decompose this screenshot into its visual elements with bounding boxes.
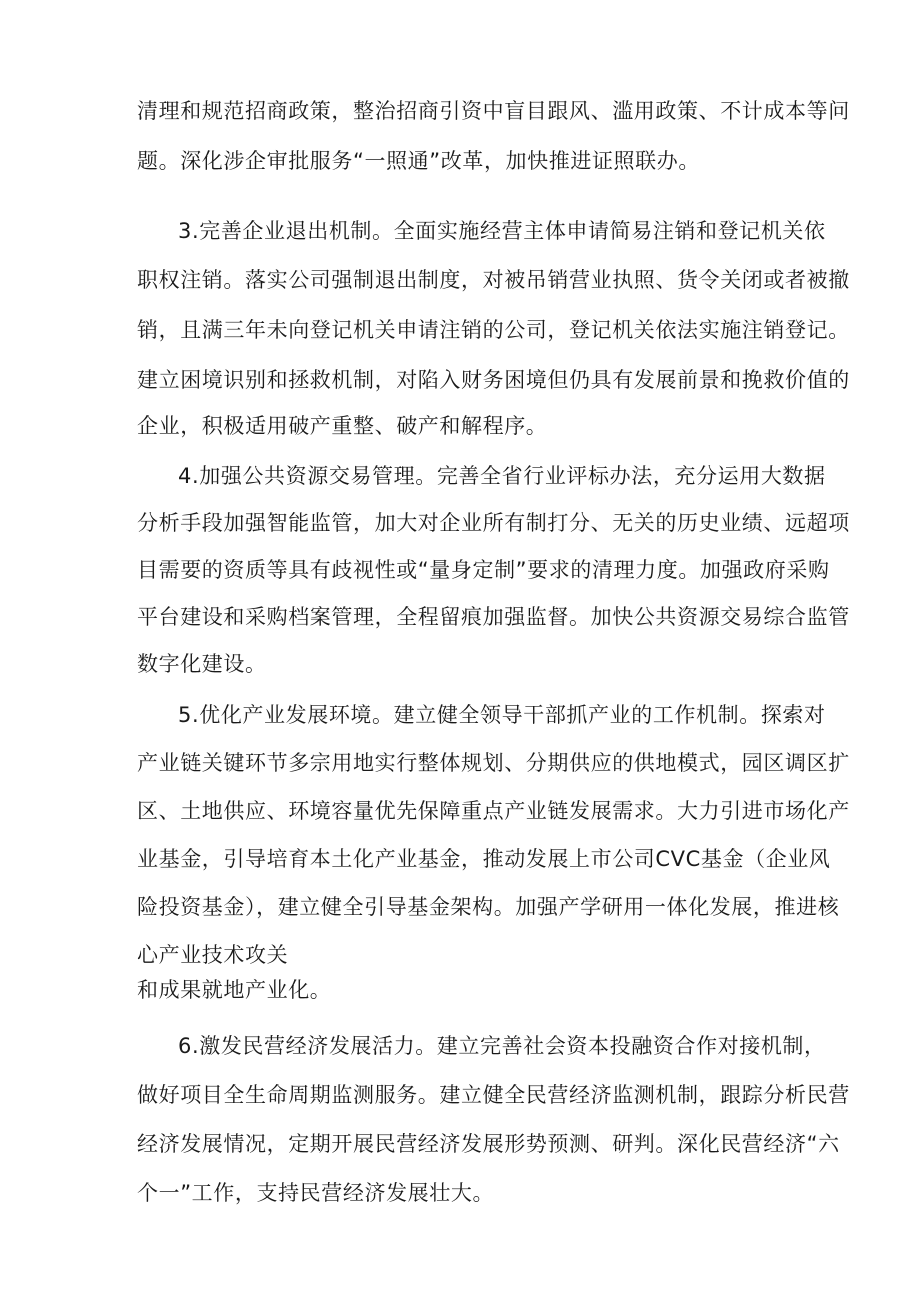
text-line: 心产业技术攻关 [137, 943, 289, 967]
text-line: 分析手段加强智能监管，加大对企业所有制打分、无关的历史业绩、远超项 [137, 511, 850, 535]
paragraph-3-start: 3.完善企业退出机制。全面实施经营主体申请简易注销和登记机关依 [178, 219, 826, 243]
text-line: 企业，积极适用破产重整、破产和解程序。 [137, 414, 548, 438]
text-line: 清理和规范招商政策，整治招商引资中盲目跟风、滥用政策、不计成本等问 [137, 99, 850, 123]
text-line: 平台建设和采购档案管理，全程留痕加强监督。加快公共资源交易综合监管 [137, 605, 850, 629]
text-line: 职权注销。落实公司强制退出制度，对被吊销营业执照、货令关闭或者被撤 [137, 268, 850, 292]
text-line: 题。深化涉企审批服务“一照通”改革，加快推进证照联办。 [137, 149, 700, 173]
paragraph-4-start: 4.加强公共资源交易管理。完善全省行业评标办法，充分运用大数据 [178, 464, 826, 488]
text-line: 目需要的资质等具有歧视性或“量身定制”要求的清理力度。加强政府采购 [137, 558, 830, 582]
text-line: 区、土地供应、环境容量优先保障重点产业链发展需求。大力引进市场化产 [137, 799, 850, 823]
text-line: 经济发展情况，定期开展民营经济发展形势预测、研判。深化民营经济“六 [137, 1132, 840, 1156]
text-line: 个一”工作，支持民营经济发展壮大。 [137, 1181, 495, 1205]
paragraph-6-start: 6.激发民营经济发展活力。建立完善社会资本投融资合作对接机制， [178, 1034, 826, 1058]
text-line: 险投资基金），建立健全引导基金架构。加强产学研用一体化发展，推进核 [137, 895, 840, 919]
text-line: 数字化建设。 [137, 652, 267, 676]
text-line: 产业链关键环节多宗用地实行整体规划、分期供应的供地模式，园区调区扩 [137, 751, 850, 775]
text-line: 销，且满三年未向登记机关申请注销的公司，登记机关依法实施注销登记。 [137, 318, 850, 342]
text-line: 做好项目全生命周期监测服务。建立健全民营经济监测机制，跟踪分析民营 [137, 1083, 850, 1107]
text-line: 和成果就地产业化。 [137, 978, 332, 1002]
text-line: 建立困境识别和拯救机制，对陷入财务困境但仍具有发展前景和挽救价值的 [137, 368, 850, 392]
paragraph-5-start: 5.优化产业发展环境。建立健全领导干部抓产业的工作机制。探索对 [178, 703, 826, 727]
text-line: 业基金，引导培育本土化产业基金，推动发展上市公司CVC基金（企业风 [137, 847, 831, 871]
